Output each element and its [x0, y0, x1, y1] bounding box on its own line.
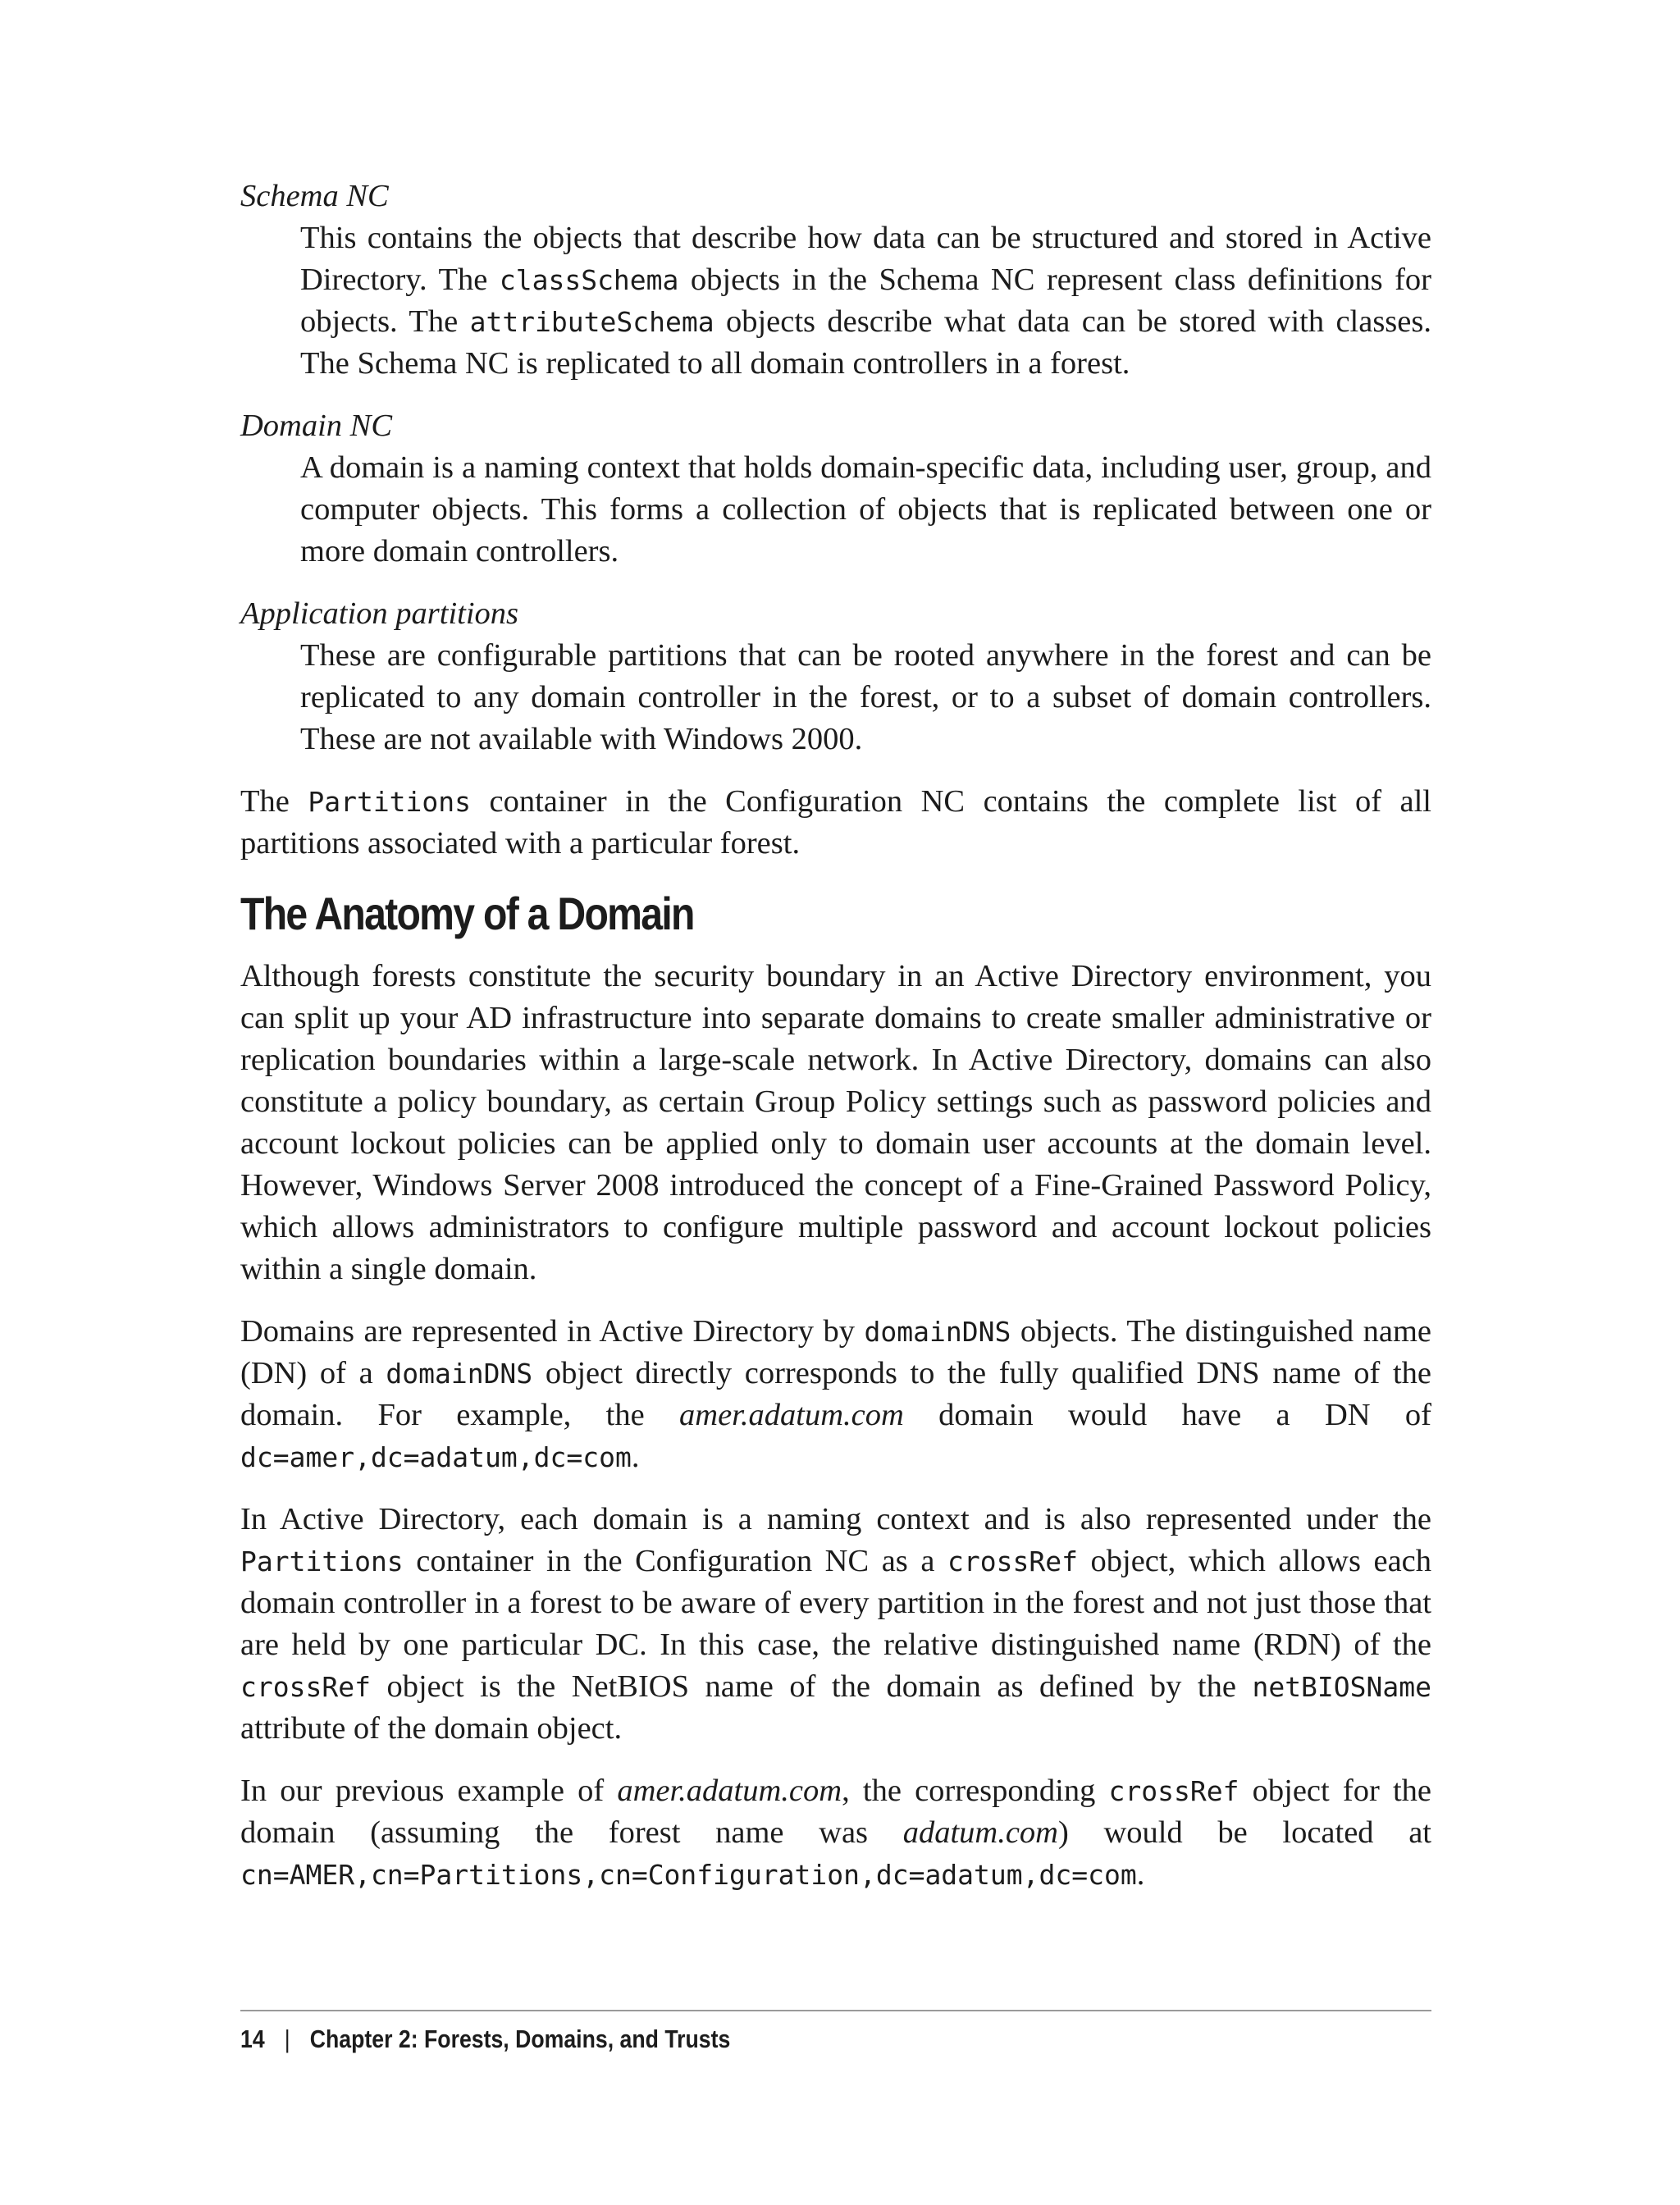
text-run: ) would be located at: [1057, 1815, 1431, 1850]
footer-separator: |: [284, 2025, 290, 2053]
partition-definition-list: [240, 176, 1431, 760]
text-run: Although forests constitute the security boundary in an Active Directory environment, you can split up your AD infrastructure into separate domains to create smaller administrative or replication boundaries within a large-scale network. In Active Directory, domains can also constitute a policy boundary, as certain Group Policy settings such as password policies and account lockout policies can be applied only to domain user accounts at the domain level. However, Windows Server 2008 introduced the concept of a Fine-Grained Password Policy, which allows administrators to configure multiple password and account lockout policies within a single domain.: [240, 959, 1431, 1286]
text-run: objects. The distinguished name (DN) of a: [240, 1314, 1431, 1390]
body-paragraph-domaindns: [240, 1311, 1431, 1478]
term-domain-nc: Domain NC: [240, 409, 393, 443]
italic-text: adatum.com: [902, 1815, 1058, 1850]
page-content: [240, 176, 1431, 1916]
text-run: object directly corresponds to the fully qualified DNS name of the domain. For example, the: [240, 1356, 1431, 1432]
text-run: .: [631, 1440, 640, 1474]
inline-code: classSchema: [499, 264, 679, 296]
definition-application-partitions: [300, 635, 1431, 760]
text-run: domain would have a DN of: [903, 1398, 1431, 1432]
text-run: A domain is a naming context that holds domain-specific data, including user, group, and computer objects. This forms a collection of objects that is replicated between one or more domain controllers.: [300, 450, 1431, 568]
chapter-title: Chapter 2: Forests, Domains, and Trusts: [309, 2025, 731, 2053]
inline-code: domainDNS: [386, 1358, 533, 1390]
text-run: , the corresponding: [842, 1774, 1109, 1808]
text-run: These are configurable partitions that can be rooted anywhere in the forest and can be replicated to any domain controller in the forest, or to a subset of domain controllers. These are not available with Windows 2000.: [300, 638, 1431, 756]
page-footer: [240, 2023, 730, 2056]
inline-code: cn=AMER,cn=Partitions,cn=Configuration,dc=adatum,dc=com: [240, 1859, 1137, 1891]
body-paragraph-example: [240, 1770, 1431, 1896]
text-run: In our previous example of: [240, 1774, 618, 1808]
body-paragraph-forest-boundary: [240, 956, 1431, 1290]
inline-code: Partitions: [240, 1545, 404, 1577]
definition-domain-nc: [300, 447, 1431, 573]
text-run: The: [240, 784, 308, 819]
text-run: object is the NetBIOS name of the domain as defined by the: [370, 1669, 1253, 1704]
text-run: container in the Configuration NC contains the complete list of all partitions associated with a particular forest.: [240, 784, 1432, 861]
text-run: In Active Directory, each domain is a naming context and is also represented under the: [240, 1502, 1431, 1536]
page-number: 14: [240, 2025, 265, 2053]
inline-code: crossRef: [1108, 1775, 1239, 1807]
section-heading: The Anatomy of a Domain: [240, 888, 694, 939]
term-application-partitions: Application partitions: [240, 596, 519, 631]
inline-code: crossRef: [947, 1545, 1078, 1577]
text-run: attribute of the domain object.: [240, 1711, 623, 1746]
text-run: This contains the objects that describe how data can be structured and stored in Active Directory. The: [300, 221, 1431, 297]
term-schema-nc: Schema NC: [240, 179, 389, 213]
text-run: container in the Configuration NC as a: [403, 1544, 947, 1578]
italic-text: amer.adatum.com: [617, 1774, 842, 1808]
definition-schema-nc: [300, 217, 1431, 385]
footer-divider: [240, 2010, 1431, 2011]
text-run: object, which allows each domain controller in a forest to be aware of every partition in the forest and not just those that are held by one particular DC. In this case, the relative distinguished name (RDN) of the: [240, 1544, 1431, 1662]
inline-code: Partitions: [308, 786, 472, 818]
text-run: .: [1136, 1857, 1145, 1892]
inline-code: attributeSchema: [469, 306, 714, 338]
inline-code: dc=amer,dc=adatum,dc=com: [240, 1441, 632, 1473]
text-run: objects describe what data can be stored with classes. The Schema NC is replicated to all domain controllers in a forest.: [300, 304, 1431, 381]
italic-text: amer.adatum.com: [679, 1398, 904, 1432]
inline-code: crossRef: [240, 1671, 371, 1703]
inline-code: netBIOSName: [1252, 1671, 1431, 1703]
text-run: Domains are represented in Active Directory by: [240, 1314, 865, 1349]
body-paragraph-crossref: [240, 1499, 1431, 1750]
text-run: objects in the Schema NC represent class definitions for objects. The: [300, 262, 1431, 339]
text-run: object for the domain (assuming the forest name was: [240, 1774, 1431, 1850]
partitions-container-paragraph: [240, 781, 1431, 865]
inline-code: domainDNS: [864, 1316, 1011, 1348]
